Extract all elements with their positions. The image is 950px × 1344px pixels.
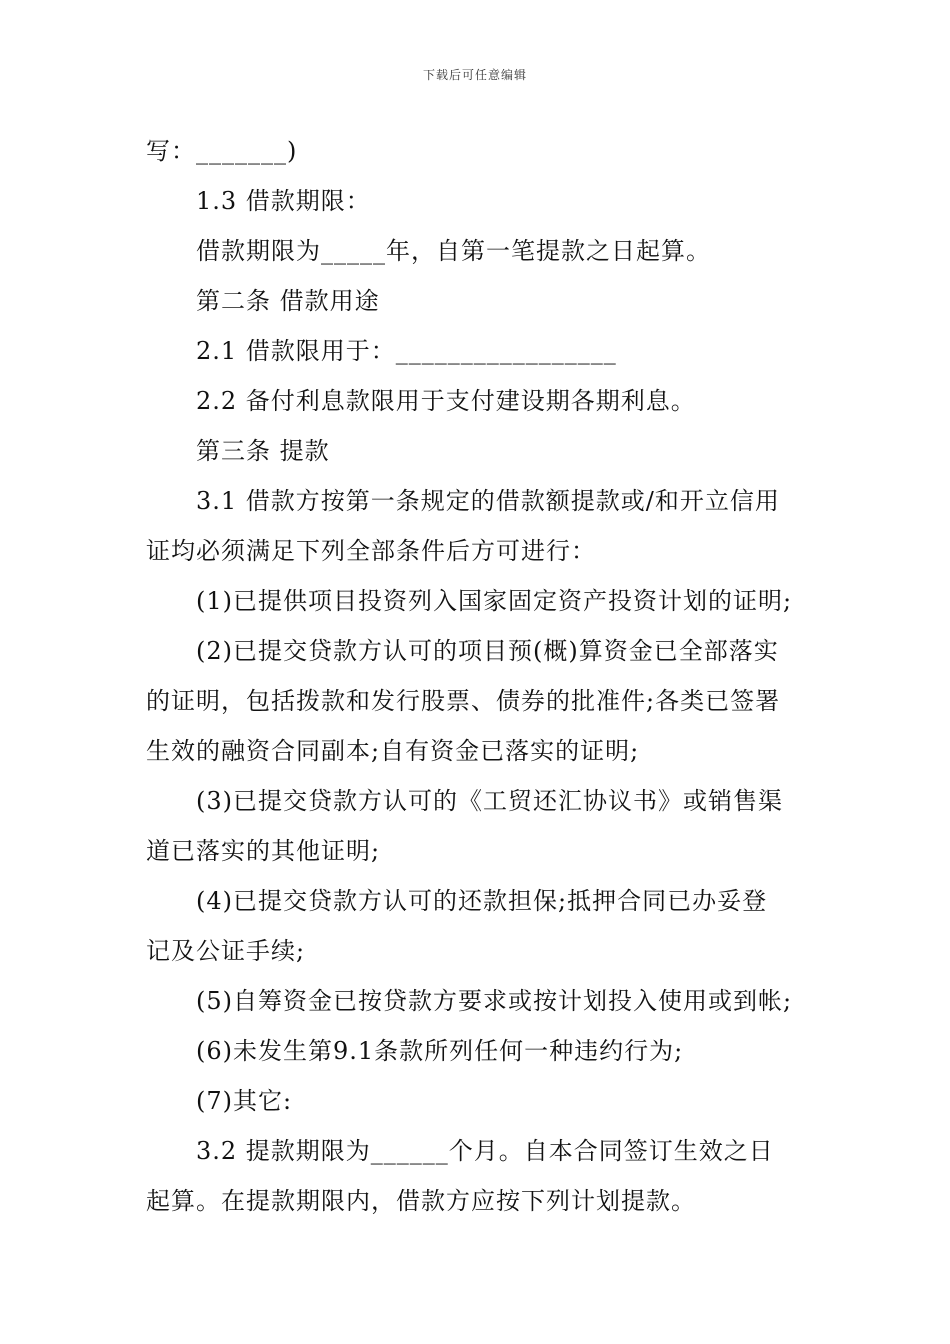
paragraph-line: 3.1 借款方按第一条规定的借款额提款或/和开立信用 xyxy=(196,487,780,515)
paragraph-line: 3.2 提款期限为______个月。自本合同签订生效之日 xyxy=(196,1137,774,1165)
section-heading: 第二条 借款用途 xyxy=(196,287,380,315)
list-item: (6)未发生第9.1条款所列任何一种违约行为; xyxy=(196,1037,684,1065)
paragraph-line: 起算。在提款期限内，借款方应按下列计划提款。 xyxy=(146,1187,696,1215)
document-body xyxy=(146,126,816,1226)
paragraph-line: 记及公证手续; xyxy=(146,937,306,965)
paragraph-line: 1.3 借款期限： xyxy=(196,187,371,215)
list-item: (2)已提交贷款方认可的项目预(概)算资金已全部落实 xyxy=(196,637,779,665)
paragraph-line: 写：_______) xyxy=(146,137,298,165)
list-item: (5)自筹资金已按贷款方要求或按计划投入使用或到帐; xyxy=(196,987,793,1015)
list-item: (3)已提交贷款方认可的《工贸还汇协议书》或销售渠 xyxy=(196,787,783,815)
paragraph-line: 2.2 备付利息款限用于支付建设期各期利息。 xyxy=(196,387,696,415)
paragraph-line: 的证明，包括拨款和发行股票、债券的批准件;各类已签署 xyxy=(146,687,781,715)
paragraph-line: 生效的融资合同副本;自有资金已落实的证明; xyxy=(146,737,640,765)
paragraph-line: 借款期限为_____年，自第一笔提款之日起算。 xyxy=(196,237,711,265)
list-item: (4)已提交贷款方认可的还款担保;抵押合同已办妥登 xyxy=(196,887,768,915)
paragraph-line: 2.1 借款限用于：_________________ xyxy=(196,337,617,365)
paragraph-line: 道已落实的其他证明; xyxy=(146,837,381,865)
section-heading: 第三条 提款 xyxy=(196,437,330,465)
paragraph-line: 证均必须满足下列全部条件后方可进行： xyxy=(146,537,596,565)
page-header: 下载后可任意编辑 xyxy=(422,68,527,82)
list-item: (1)已提供项目投资列入国家固定资产投资计划的证明; xyxy=(196,587,793,615)
list-item: (7)其它: xyxy=(196,1087,293,1115)
